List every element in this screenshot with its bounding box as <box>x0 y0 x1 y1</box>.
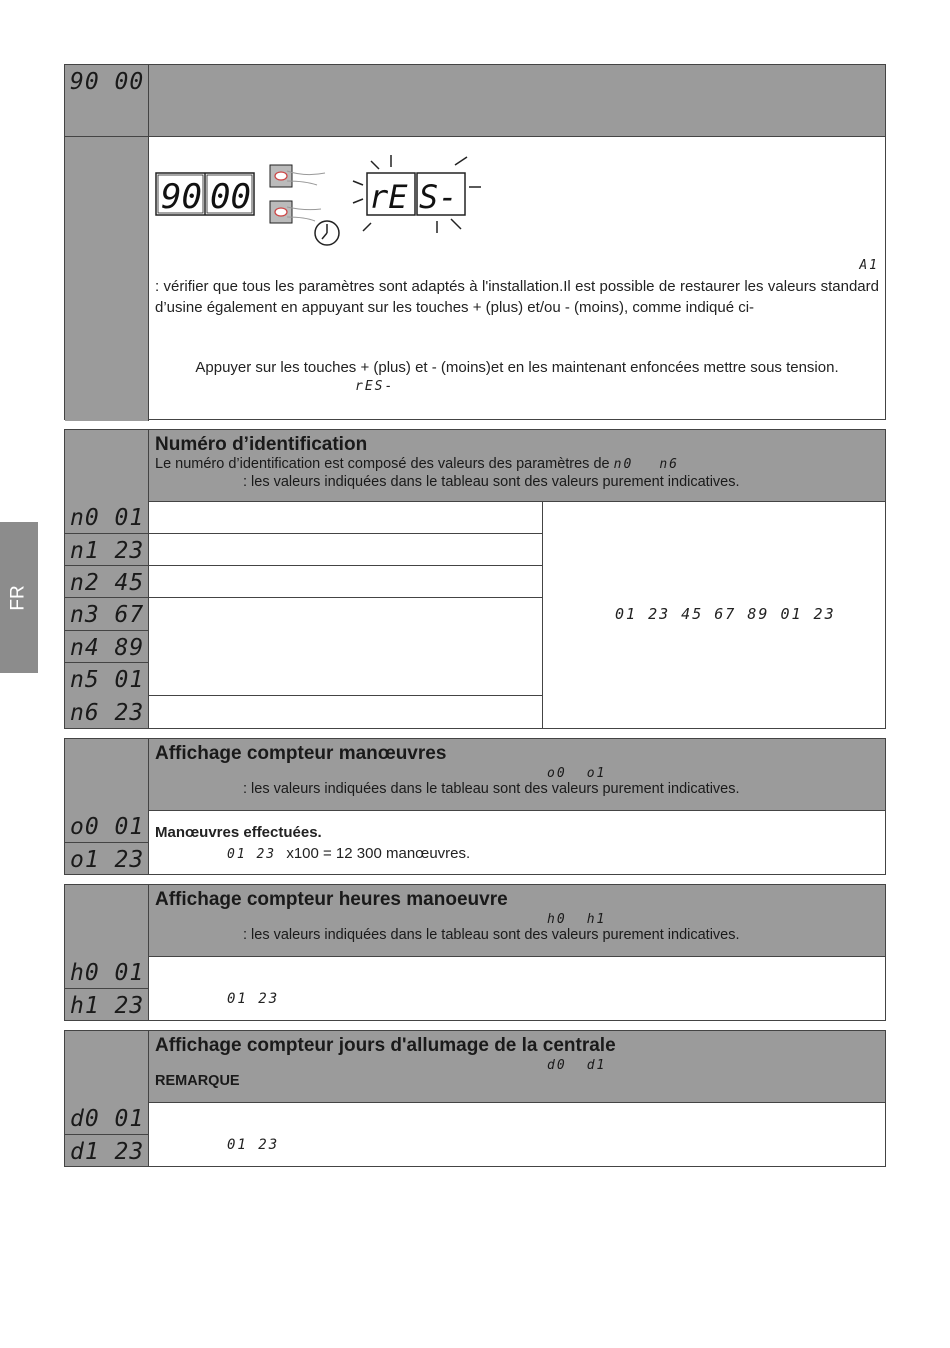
hours-note: : les valeurs indiquées dans le tableau sont des valeurs purement indicatives. <box>243 927 740 943</box>
language-tab <box>0 522 38 673</box>
counter-section <box>64 738 886 875</box>
counter-row: o1 23 <box>65 843 885 874</box>
id-row: n2 45 <box>65 566 542 598</box>
hours-title: Affichage compteur heures manoeuvre <box>155 889 508 910</box>
days-codes: d0 d1 <box>547 1058 607 1073</box>
id-title: Numéro d’identification <box>155 434 368 455</box>
id-note: : les valeurs indiquées dans le tableau sont des valeurs purement indicatives. <box>243 474 740 490</box>
id-line1: Le numéro d’identification est composé des valeurs des paramètres de n0 n6 <box>155 456 679 472</box>
counter-note: : les valeurs indiquées dans le tableau sont des valeurs purement indicatives. <box>243 781 740 797</box>
hours-section <box>64 884 886 1021</box>
display-right-digits-b: S- <box>419 178 458 216</box>
id-to-code: n6 <box>659 457 679 472</box>
param-ref: A1 <box>859 258 879 273</box>
reset-display-code: rES- <box>355 379 395 394</box>
reset-body-row <box>65 137 885 421</box>
reset-body-code-cell <box>65 137 149 421</box>
counter-value: 01 23 x100 = 12 300 manœuvres. <box>227 845 471 862</box>
counter-row: o0 01 <box>65 810 885 843</box>
hours-header-code-cell <box>65 885 149 956</box>
counter-header-row <box>65 739 885 811</box>
days-title: Affichage compteur jours d'allumage de la centrale <box>155 1035 616 1056</box>
counter-codes: o0 o1 <box>547 766 607 781</box>
id-rows <box>65 501 542 728</box>
id-header-code-cell <box>65 430 149 501</box>
counter-label: Manœuvres effectuées. <box>155 824 322 841</box>
id-from-code: n0 <box>613 457 634 472</box>
days-row: d1 23 <box>65 1135 885 1166</box>
hours-codes: h0 h1 <box>547 912 607 927</box>
id-header-text <box>155 434 879 490</box>
display-right-digits-a: rE <box>369 178 408 216</box>
days-header-code-cell <box>65 1031 149 1102</box>
id-section <box>64 429 886 729</box>
days-header-row <box>65 1031 885 1103</box>
id-result-cell <box>542 501 885 728</box>
counter-header-text <box>155 743 879 797</box>
display-left-digits-b: 00 <box>210 177 251 217</box>
language-tab-label: FR <box>7 584 29 611</box>
days-remark: REMARQUE <box>155 1073 240 1089</box>
id-row: n1 23 <box>65 534 542 566</box>
id-result: 01 23 45 67 89 01 23 <box>615 605 836 623</box>
reset-header-row <box>65 65 885 137</box>
counter-header-code-cell <box>65 739 149 810</box>
reset-code-cell <box>65 65 149 136</box>
hours-header-row <box>65 885 885 957</box>
hours-header-text <box>155 889 879 943</box>
counter-title: Affichage compteur manœuvres <box>155 743 447 764</box>
hours-row: h1 23 <box>65 989 885 1020</box>
reset-code: 90 00 <box>70 69 145 95</box>
id-row: n3 67 n4 89 n5 01 <box>65 598 542 696</box>
reset-procedure-illustration <box>155 151 485 251</box>
days-section <box>64 1030 886 1167</box>
id-header-row <box>65 430 885 502</box>
days-value: 01 23 <box>227 1137 280 1153</box>
display-left-digits-a: 90 <box>161 177 202 217</box>
days-header-text <box>155 1035 879 1089</box>
reset-paragraph-2: Appuyer sur les touches + (plus) et - (moins)et en les maintenant enfoncées mettre sous tension. <box>195 359 839 376</box>
reset-paragraph-1: : vérifier que tous les paramètres sont adaptés à l'installation.Il est possible de restaurer les valeurs standard d’usine également en appuyant sur les touches + (plus) et/ou - (moins), comme indiqué ci- <box>155 278 879 316</box>
id-row: n6 23 <box>65 696 542 728</box>
id-row: n0 01 <box>65 501 542 534</box>
hours-value: 01 23 <box>227 991 280 1007</box>
days-row: d0 01 <box>65 1102 885 1135</box>
hours-row: h0 01 <box>65 956 885 989</box>
reset-section <box>64 64 886 420</box>
